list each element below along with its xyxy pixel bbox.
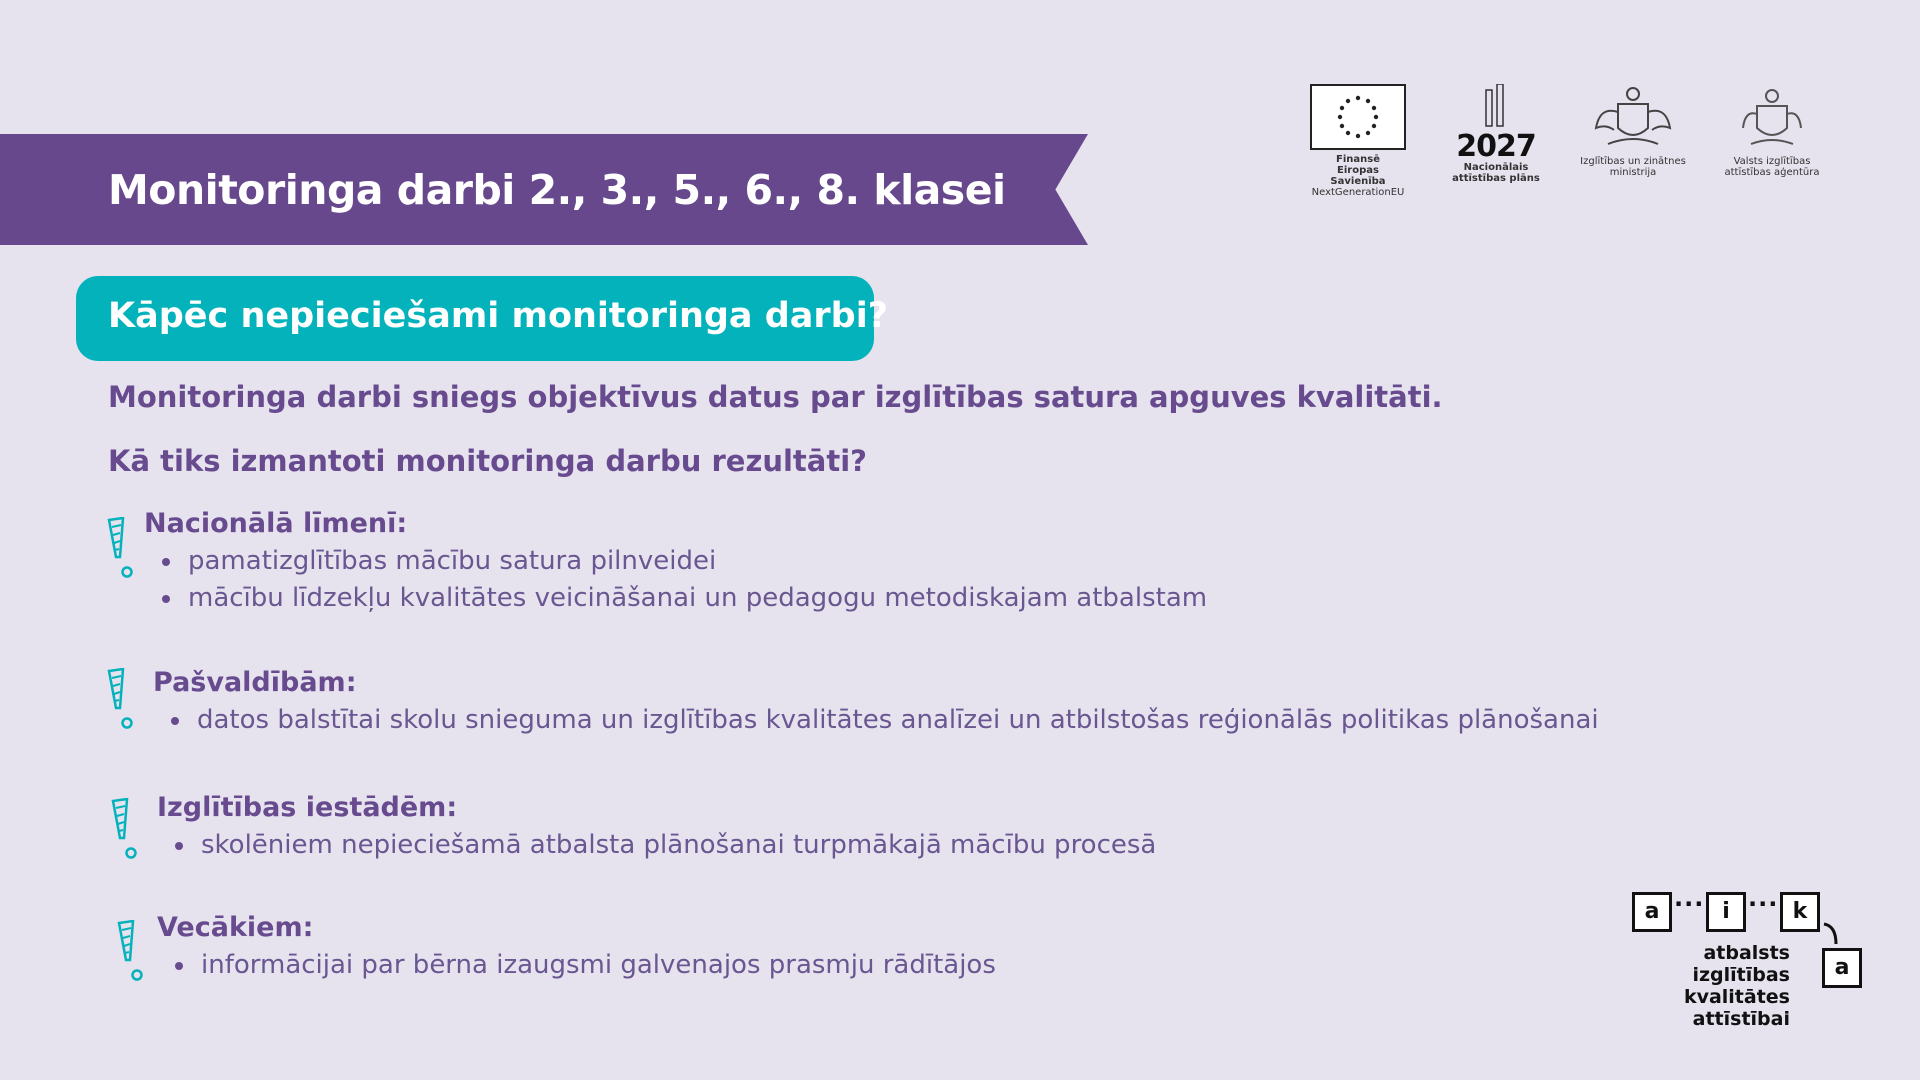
ministry-logo: [1573, 84, 1693, 178]
agency-caption-2: attīstības aģentūra: [1724, 167, 1820, 178]
section-heading: Nacionālā līmenī:: [144, 508, 408, 539]
list-item: datos balstītai skolu snieguma un izglītības kvalitātes analīzei un atbilstošas reģionālās politikas plānošanai: [197, 702, 1599, 739]
section-national: [144, 508, 1207, 617]
section-heading: Vecākiem:: [157, 912, 314, 943]
aika-line-3: kvalitātes: [1683, 986, 1790, 1008]
aika-line-2: izglītības: [1692, 964, 1790, 986]
aika-logo: [1630, 890, 1870, 1040]
ministry-caption-1: Izglītības un zinātnes: [1580, 156, 1686, 167]
aika-box-a: a: [1632, 892, 1672, 932]
plan-bars-icon: [1476, 84, 1516, 128]
plan-year: 2027: [1456, 129, 1536, 164]
aika-tagline: [1680, 942, 1790, 1030]
list-item: pamatizglītības mācību satura pilnveidei: [188, 543, 1207, 580]
exclamation-icon: [110, 798, 140, 860]
eu-logo: [1310, 84, 1406, 198]
plan-2027-logo: [1450, 84, 1542, 184]
section-list: [153, 702, 1599, 739]
aika-connector-icon: [1822, 922, 1846, 948]
section-list: [157, 947, 996, 984]
question-box-text: Kāpēc nepieciešami monitoringa darbi?: [108, 296, 889, 336]
aika-dots: ···: [1748, 890, 1779, 918]
list-item: informācijai par bērna izaugsmi galvenajos prasmju rādītājos: [201, 947, 996, 984]
section-heading: Pašvaldībām:: [153, 667, 357, 698]
eu-caption-2: Eiropas Savienība: [1330, 165, 1386, 187]
agency-logo: [1712, 84, 1832, 178]
results-question: Kā tiks izmantoti monitoringa darbu rezultāti?: [108, 444, 867, 478]
aika-line-1: atbalsts: [1703, 942, 1790, 964]
ministry-caption-2: ministrija: [1609, 167, 1657, 178]
exclamation-icon: [116, 920, 146, 982]
section-municipalities: [153, 667, 1599, 739]
aika-box-k: k: [1780, 892, 1820, 932]
plan-caption-1: Nacionālais: [1463, 162, 1529, 173]
list-item: mācību līdzekļu kvalitātes veicināšanai un pedagogu metodiskajam atbalstam: [188, 580, 1207, 617]
coat-of-arms-icon: [1588, 84, 1678, 152]
page-title: Monitoringa darbi 2., 3., 5., 6., 8. klasei: [108, 166, 1006, 214]
aika-dots: ···: [1674, 890, 1705, 918]
list-item: skolēniem nepieciešamā atbalsta plānošanai turpmākajā mācību procesā: [201, 827, 1156, 864]
plan-caption-2: attīstības plāns: [1452, 173, 1540, 184]
aika-box-i: i: [1706, 892, 1746, 932]
aika-line-4: attīstībai: [1692, 1008, 1790, 1030]
exclamation-icon: [106, 517, 136, 579]
section-parents: [157, 912, 996, 984]
eu-caption-3: NextGenerationEU: [1311, 187, 1405, 198]
coat-of-arms-small-icon: [1737, 84, 1807, 152]
section-list: [144, 543, 1207, 617]
exclamation-icon: [106, 668, 136, 730]
statement-text: Monitoringa darbi sniegs objektīvus datus par izglītības satura apguves kvalitāti.: [108, 380, 1443, 414]
eu-flag-icon: [1310, 84, 1406, 150]
section-institutions: [157, 792, 1156, 864]
agency-caption-1: Valsts izglītības: [1733, 156, 1811, 167]
aika-box-a2: a: [1822, 948, 1862, 988]
section-heading: Izglītības iestādēm:: [157, 792, 458, 823]
section-list: [157, 827, 1156, 864]
eu-caption-1: Finansē: [1336, 154, 1380, 165]
